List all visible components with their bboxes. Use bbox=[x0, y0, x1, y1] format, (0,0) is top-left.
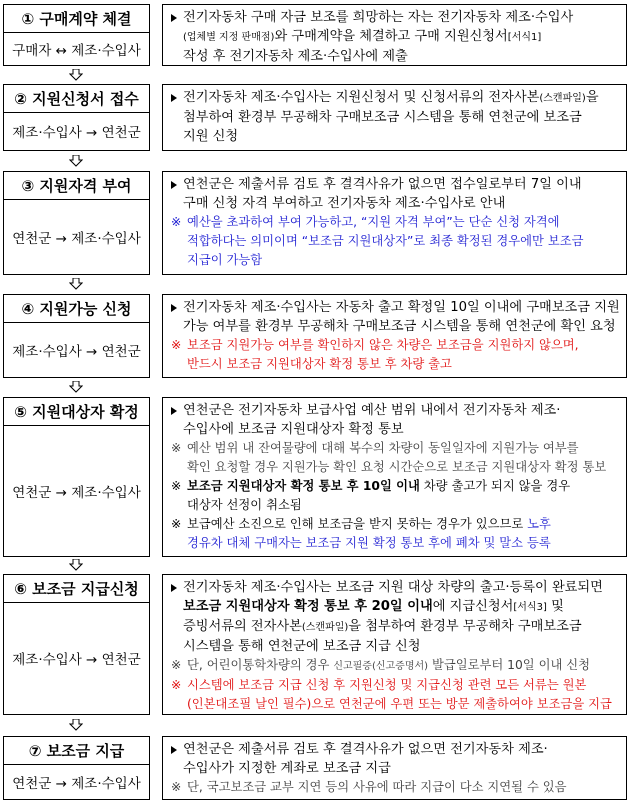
bullet-triangle-icon bbox=[171, 94, 177, 102]
bullet-triangle-icon bbox=[171, 181, 177, 189]
step-7-box bbox=[3, 736, 150, 800]
step-2-desc: 전기자동차 제조·수입사는 지원신청서 및 신청서류의 전자사본(스캔파일)을 첨부하여 환경부 무공해차 구매보조금 시스템을 통해 연천군에 보조금 지원 신청 bbox=[162, 84, 627, 151]
step-4-title: ④ 지원가능 신청 bbox=[4, 295, 149, 323]
step-4-desc: 전기자동차 제조·수입사는 자동차 출고 확정일 10일 이내에 구매보조금 지원 가능 여부를 환경부 무공해차 구매보조금 시스템을 통해 연천군에 확인 요청 ※ 보조금 지원가능 여부를 확인하지 않은 차량은 보조금을 지원하지 않으며, 반드시 보조금 지원대상자 확정 통보 후 차량 출고 bbox=[162, 294, 627, 378]
step-3-desc: 연천군은 제출서류 검토 후 결격사유가 없으면 접수일로부터 7일 이내 구매 신청 자격 부여하고 전기자동차 제조·수입사로 안내 ※ 예산을 초과하여 부여 가능하고, “지원 자격 부여”는 단순 신청 자격에 적합하다는 의미이며 “보조금 지원대상자”로 최종 확정된 경우에만 보조금 지급이 가능함 bbox=[162, 171, 627, 275]
down-arrow-icon bbox=[69, 278, 83, 290]
step-5-box bbox=[3, 397, 150, 557]
bullet-triangle-icon bbox=[171, 14, 177, 22]
down-arrow-icon bbox=[69, 69, 83, 81]
step-2-title: ② 지원신청서 접수 bbox=[4, 85, 149, 113]
bullet-triangle-icon bbox=[171, 304, 177, 312]
step-1-box bbox=[3, 4, 150, 66]
step-6-actor: 제조·수입사 → 연천군 bbox=[12, 652, 141, 668]
bullet-triangle-icon bbox=[171, 746, 177, 754]
step-5-actor: 연천군 → 제조·수입사 bbox=[12, 484, 141, 501]
step-7-title: ⑦ 보조금 지급 bbox=[4, 737, 149, 765]
step-2-actor: 제조·수입사 → 연천군 bbox=[12, 125, 141, 141]
down-arrow-icon bbox=[69, 719, 83, 731]
step-1-actor: 구매자 ↔ 제조·수입사 bbox=[12, 42, 141, 59]
step-3-title: ③ 지원자격 부여 bbox=[4, 172, 149, 200]
step-1-desc: 전기자동차 구매 자금 보조를 희망하는 자는 전기자동차 제조·수입사 (업체별 지정 판매점)와 구매계약을 체결하고 구매 지원신청서[서식1] 작성 후 전기자동차 제조·수입사에 제출 bbox=[162, 4, 627, 66]
step-6-title: ⑥ 보조금 지급신청 bbox=[4, 575, 149, 603]
bullet-triangle-icon bbox=[171, 407, 177, 415]
step-6-desc: 전기자동차 제조·수입사는 보조금 지원 대상 차량의 출고·등록이 완료되면 보조금 지원대상자 확정 통보 후 20일 이내에 지급신청서[서식3] 및 증빙서류의 전자사본(스캔파일)을 첨부하여 환경부 무공해차 구매보조금 시스템을 통해 연천군에 보조금 지급 신청 ※ 단, 어린이통학차량의 경우 신고필증(신고증명서) 발급일로부터 10일 이내 신청 ※ 시스템에 보조금 지급 신청 후 지원신청 및 지급신청 관련 모든 서류는 원본 (인본대조필 날인 필수)으로 연천군에 우편 또는 방문 제출하여야 보조금을 지급 bbox=[162, 574, 627, 715]
down-arrow-icon bbox=[69, 381, 83, 393]
step-5-desc: 연천군은 전기자동차 보급사업 예산 범위 내에서 전기자동차 제조· 수입사에 보조금 지원대상자 확정 통보 ※ 예산 범위 내 잔여물량에 대해 복수의 차량이 동일일자에 지원가능 여부를 확인 요청할 경우 지원가능 확인 요청 시간순으로 보조금 지원대상자 확정 통보 ※ 보조금 지원대상자 확정 통보 후 10일 이내 차량 출고가 되지 않을 경우 대상자 선정이 취소됨 ※ 보급예산 소진으로 인해 보조금을 받지 못하는 경우가 있으므로 노후 경유차 대체 구매자는 보조금 지원 확정 통보 후에 폐차 및 말소 등록 bbox=[162, 397, 627, 557]
step-4-actor: 제조·수입사 → 연천군 bbox=[12, 343, 141, 360]
down-arrow-icon bbox=[69, 155, 83, 167]
step-4-box bbox=[3, 294, 150, 378]
step-7-actor: 연천군 → 제조·수입사 bbox=[12, 775, 141, 792]
step-6-box bbox=[3, 574, 150, 715]
step-5-title: ⑤ 지원대상자 확정 bbox=[4, 398, 149, 426]
step-3-box bbox=[3, 171, 150, 275]
down-arrow-icon bbox=[69, 559, 83, 571]
step-2-box bbox=[3, 84, 150, 151]
step-3-actor: 연천군 → 제조·수입사 bbox=[12, 230, 141, 247]
bullet-triangle-icon bbox=[171, 584, 177, 592]
step-1-title: ① 구매계약 체결 bbox=[4, 5, 149, 33]
step-7-desc: 연천군은 제출서류 검토 후 결격사유가 없으면 전기자동차 제조· 수입사가 지정한 계좌로 보조금 지급 ※ 단, 국고보조금 교부 지연 등의 사유에 따라 지급이 다소 지연될 수 있음 bbox=[162, 736, 627, 800]
